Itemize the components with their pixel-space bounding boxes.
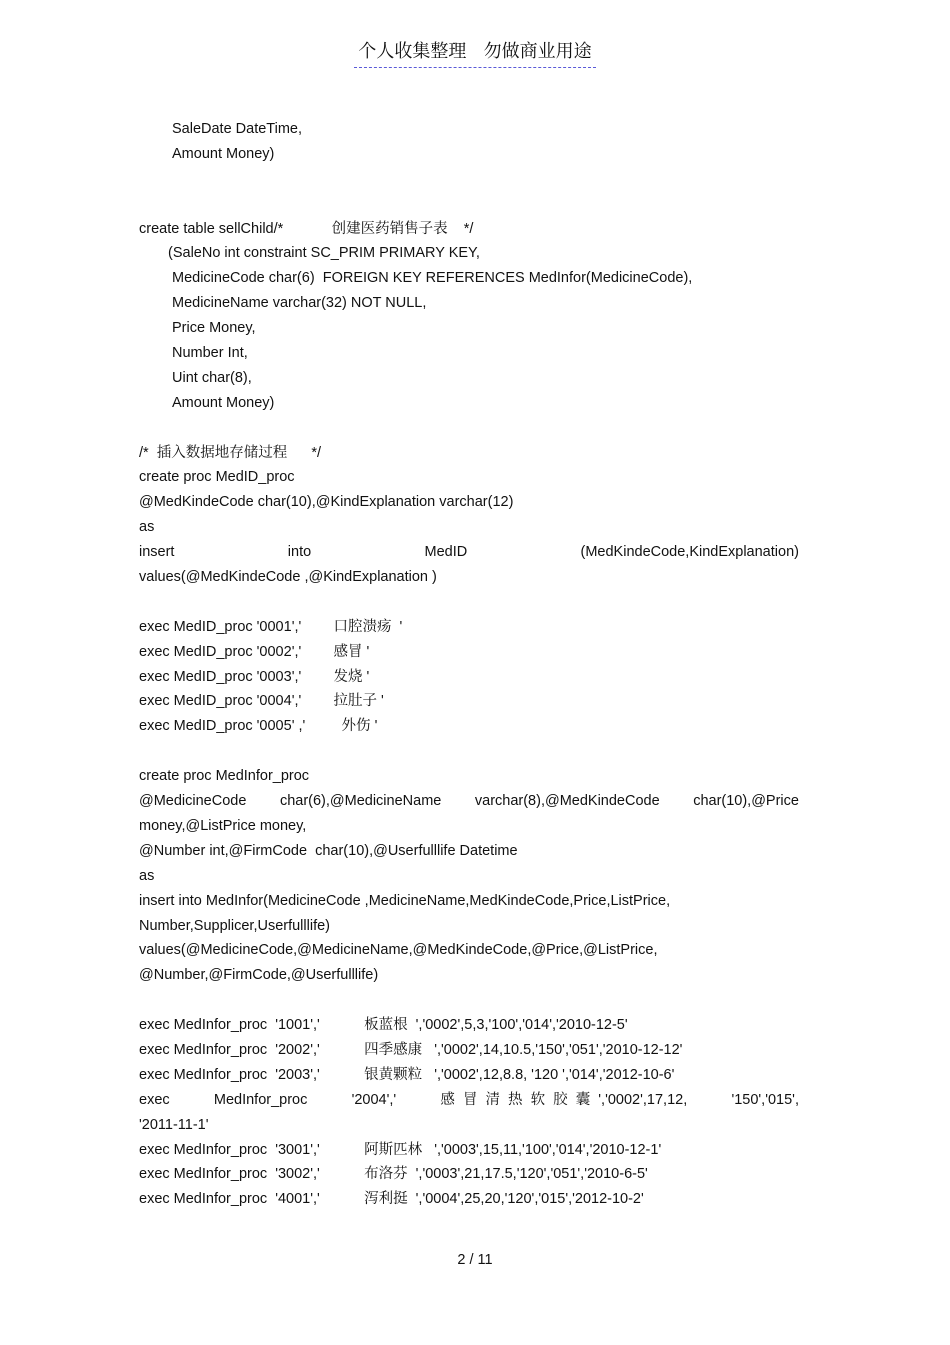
code-line: values(@MedKindeCode ,@KindExplanation ) (139, 569, 437, 586)
code-line: insert into MedInfor(MedicineCode ,MedicineName,MedKindeCode,Price,ListPrice, (139, 892, 671, 909)
code-line: MedicineCode char(6) FOREIGN KEY REFERENCES MedInfor(MedicineCode), (172, 270, 693, 287)
code-line: MedicineName varchar(32) NOT NULL, (172, 295, 427, 312)
blank-line (139, 739, 799, 764)
code-line: '2011-11-1' (139, 1116, 209, 1133)
code-token: exec (139, 1091, 170, 1108)
code-token: 感 冒 清 热 软 胶 囊 ','0002',17,12, (440, 1091, 688, 1108)
blank-line (139, 590, 799, 615)
code-line: exec MedInfor_proc '1001',' 板蓝根 ','0002',5,3,'100','014','2010-12-5' (139, 1017, 628, 1034)
code-line: exec MedInfor_proc '3002',' 布洛芬 ','0003',21,17.5,'120','051','2010-6-5' (139, 1166, 648, 1183)
code-line: (SaleNo int constraint SC_PRIM PRIMARY KEY, (168, 245, 480, 262)
code-line: create table sellChild/* 创建医药销售子表 */ (139, 220, 474, 237)
code-token: varchar(8),@MedKindeCode (474, 793, 660, 810)
code-line: Amount Money) (172, 145, 275, 162)
blank-line (139, 167, 799, 192)
code-line: exec MedInfor_proc '2003',' 银黄颗粒 ','0002',12,8.8, '120 ','014','2012-10-6' (139, 1066, 675, 1083)
code-token: MedInfor_proc (213, 1091, 308, 1108)
code-line: create proc MedID_proc (139, 469, 295, 486)
code-token: '150','015', (731, 1091, 799, 1108)
code-line: create proc MedInfor_proc (139, 768, 310, 785)
header-watermark-text: 个人收集整理 勿做商业用途 (354, 40, 595, 68)
code-token: MedID (424, 544, 468, 561)
code-line (139, 540, 799, 565)
blank-line (139, 988, 799, 1013)
code-line: values(@MedicineCode,@MedicineName,@MedKindeCode,@Price,@ListPrice, (139, 942, 658, 959)
document-body (139, 117, 799, 1212)
code-token: into (287, 544, 312, 561)
code-line: SaleDate DateTime, (172, 121, 303, 137)
code-line: as (139, 867, 155, 884)
code-token: @MedicineCode (139, 793, 247, 810)
blank-line (139, 416, 799, 441)
code-line: Number,Supplicer,Userfulllife) (139, 917, 330, 934)
page-number: 2 / 11 (457, 1252, 493, 1268)
code-line: exec MedID_proc '0001',' 口腔溃疡 ' (139, 618, 403, 635)
code-line: exec MedInfor_proc '2002',' 四季感康 ','0002',14,10.5,'150','051','2010-12-12' (139, 1041, 683, 1058)
code-line: Number Int, (172, 345, 248, 362)
code-line: exec MedInfor_proc '4001',' 泻利挺 ','0004',25,20,'120','015','2012-10-2' (139, 1191, 644, 1208)
code-line: exec MedID_proc '0005' ,' 外伤 ' (139, 718, 378, 735)
code-line: /* 插入数据地存储过程 */ (139, 444, 322, 461)
code-line: Amount Money) (172, 394, 275, 411)
code-line: @MedKindeCode char(10),@KindExplanation varchar(12) (139, 494, 514, 511)
code-token: '2004',' (351, 1091, 397, 1108)
code-line: @Number int,@FirmCode char(10),@Userfulllife Datetime (139, 842, 518, 859)
code-line: Price Money, (172, 320, 256, 337)
page-header (0, 40, 950, 68)
code-line: exec MedInfor_proc '3001',' 阿斯匹林 ','0003',15,11,'100','014','2010-12-1' (139, 1141, 662, 1158)
code-line: @Number,@FirmCode,@Userfulllife) (139, 967, 379, 984)
code-line (139, 1088, 799, 1113)
code-token: insert (139, 544, 175, 561)
code-line: as (139, 519, 155, 536)
code-line: exec MedID_proc '0003',' 发烧 ' (139, 668, 370, 685)
code-token: (MedKindeCode,KindExplanation) (580, 544, 799, 561)
code-line: Uint char(8), (172, 369, 252, 386)
code-token: char(6),@MedicineName (279, 793, 442, 810)
code-line: money,@ListPrice money, (139, 817, 307, 834)
code-line (139, 789, 799, 814)
code-token: char(10),@Price (693, 793, 799, 810)
blank-line (139, 192, 799, 217)
code-line: exec MedID_proc '0002',' 感冒 ' (139, 643, 370, 660)
code-line: exec MedID_proc '0004',' 拉肚子 ' (139, 693, 384, 710)
